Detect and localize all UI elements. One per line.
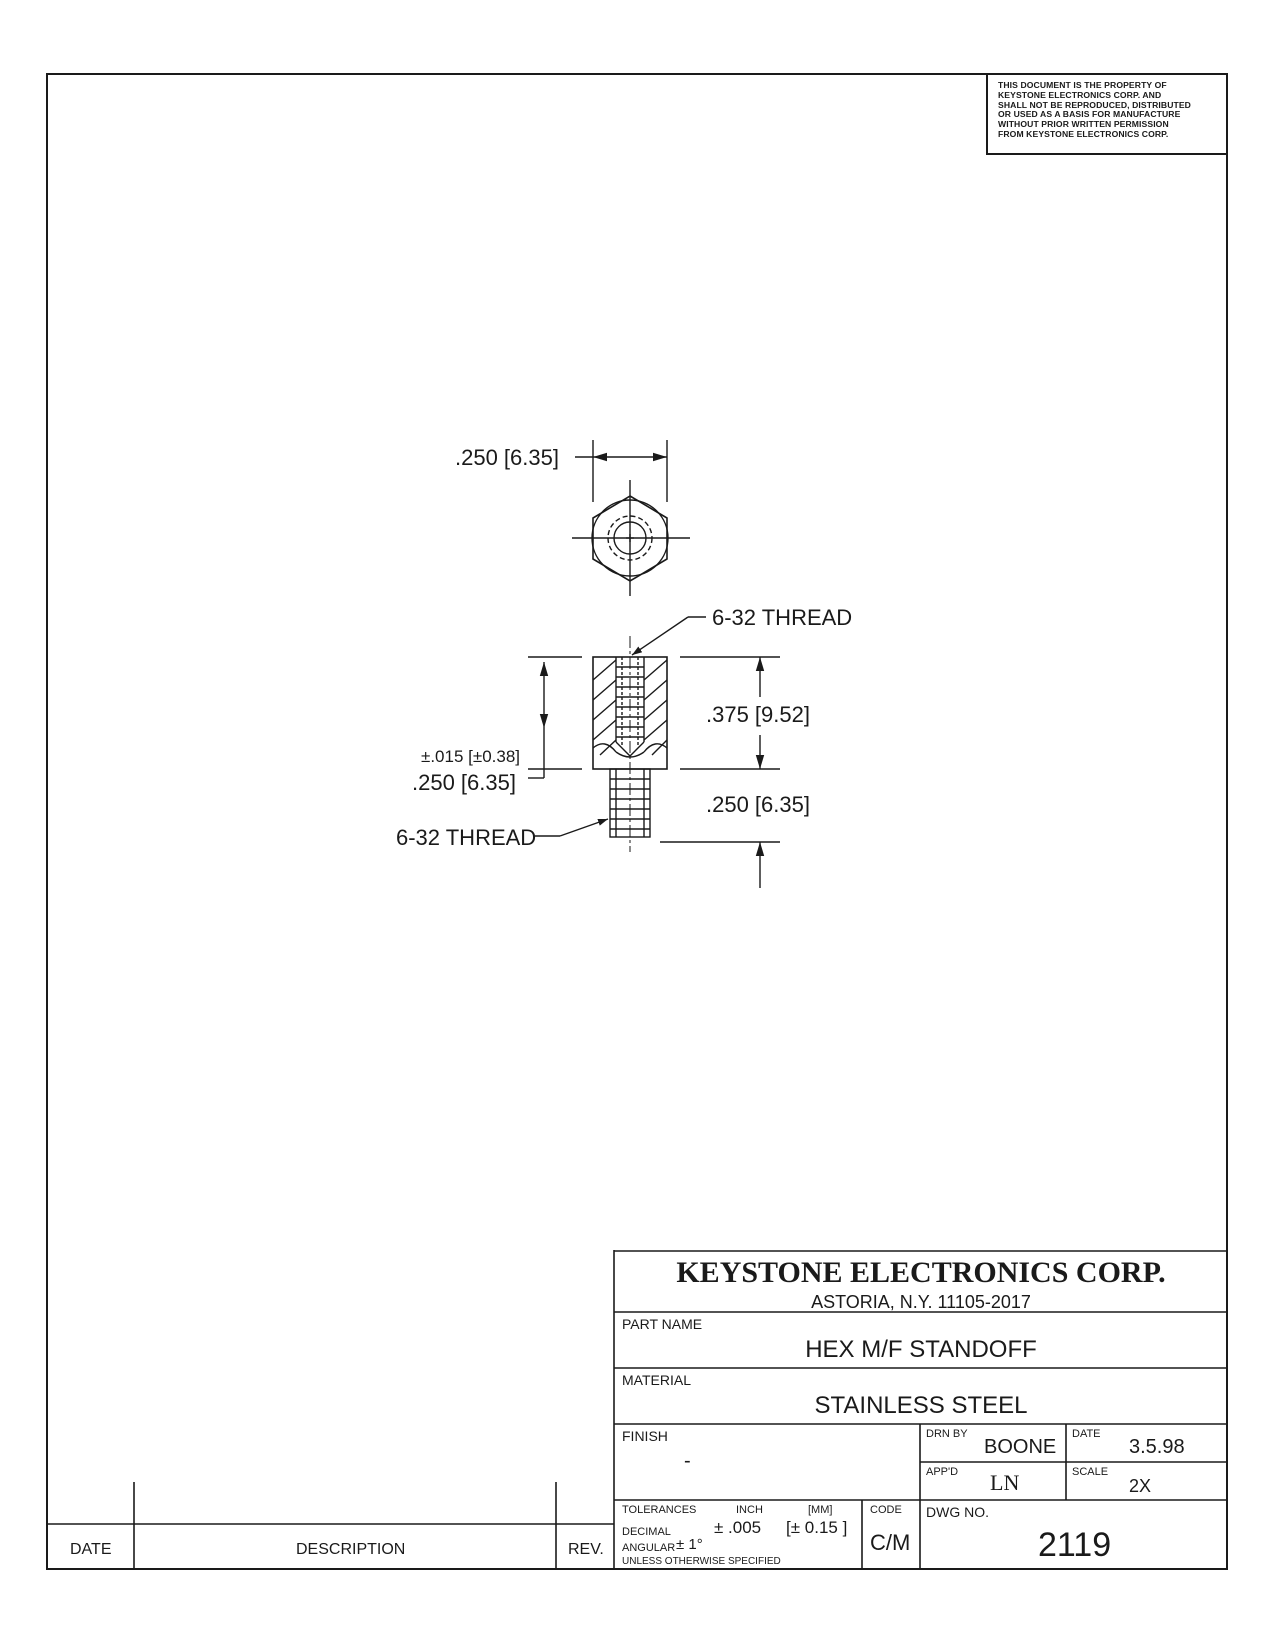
hex-width-label: .250 [6.35] — [455, 445, 559, 470]
revision-date-label: DATE — [70, 1541, 112, 1558]
notice-line: SHALL NOT BE REPRODUCED, DISTRIBUTED — [998, 99, 1191, 110]
revision-rev-label: REV. — [568, 1541, 604, 1558]
drawn-by-label: DRN BY — [926, 1428, 968, 1440]
code-value: C/M — [870, 1530, 911, 1555]
approved-label: APP'D — [926, 1466, 959, 1478]
notice-line: THIS DOCUMENT IS THE PROPERTY OF — [998, 80, 1167, 90]
part-name-label: PART NAME — [622, 1316, 703, 1332]
inch-label: INCH — [736, 1504, 763, 1516]
tolerance-label: ±.015 [±0.38] — [421, 747, 521, 766]
notice-line: FROM KEYSTONE ELECTRONICS CORP. — [998, 128, 1169, 139]
decimal-label: DECIMAL — [622, 1526, 671, 1538]
date-value: 3.5.98 — [1129, 1436, 1185, 1458]
material-value: STAINLESS STEEL — [814, 1392, 1028, 1419]
revision-description-label: DESCRIPTION — [296, 1541, 406, 1558]
drawing-number-label: DWG NO. — [926, 1504, 989, 1520]
top-thread-label: 6-32 THREAD — [712, 605, 853, 630]
code-label: CODE — [870, 1504, 902, 1516]
finish-value: - — [684, 1450, 691, 1472]
unless-specified-label: UNLESS OTHERWISE SPECIFIED — [622, 1556, 781, 1567]
title-block — [614, 1250, 1228, 1570]
notice-line: OR USED AS A BASIS FOR MANUFACTURE — [998, 109, 1181, 120]
tolerances-label: TOLERANCES — [622, 1504, 697, 1516]
hex-depth-label: .250 [6.35] — [412, 770, 516, 795]
bottom-thread-label: 6-32 THREAD — [396, 825, 537, 850]
scale-label: SCALE — [1072, 1466, 1109, 1478]
angular-value: ± 1° — [676, 1536, 703, 1553]
body-length-label: .375 [9.52] — [706, 702, 810, 727]
angular-label: ANGULAR — [622, 1542, 676, 1554]
scale-value: 2X — [1129, 1476, 1152, 1496]
company-address: ASTORIA, N.Y. 11105-2017 — [811, 1292, 1031, 1312]
decimal-inch-value: ± .005 — [714, 1518, 762, 1537]
material-label: MATERIAL — [622, 1372, 691, 1388]
finish-label: FINISH — [622, 1428, 668, 1444]
mm-label: [MM] — [808, 1504, 833, 1516]
notice-line: WITHOUT PRIOR WRITTEN PERMISSION — [998, 119, 1169, 130]
drawn-by-value: BOONE — [984, 1436, 1057, 1458]
notice-line: KEYSTONE ELECTRONICS CORP. AND — [998, 89, 1162, 100]
date-label: DATE — [1072, 1428, 1101, 1440]
part-name-value: HEX M/F STANDOFF — [805, 1336, 1037, 1363]
decimal-mm-value: [± 0.15 ] — [786, 1518, 848, 1537]
company-name: KEYSTONE ELECTRONICS CORP. — [676, 1256, 1166, 1289]
stud-length-label: .250 [6.35] — [706, 792, 810, 817]
approved-value: LN — [990, 1470, 1020, 1495]
drawing-number-value: 2119 — [1038, 1526, 1112, 1564]
